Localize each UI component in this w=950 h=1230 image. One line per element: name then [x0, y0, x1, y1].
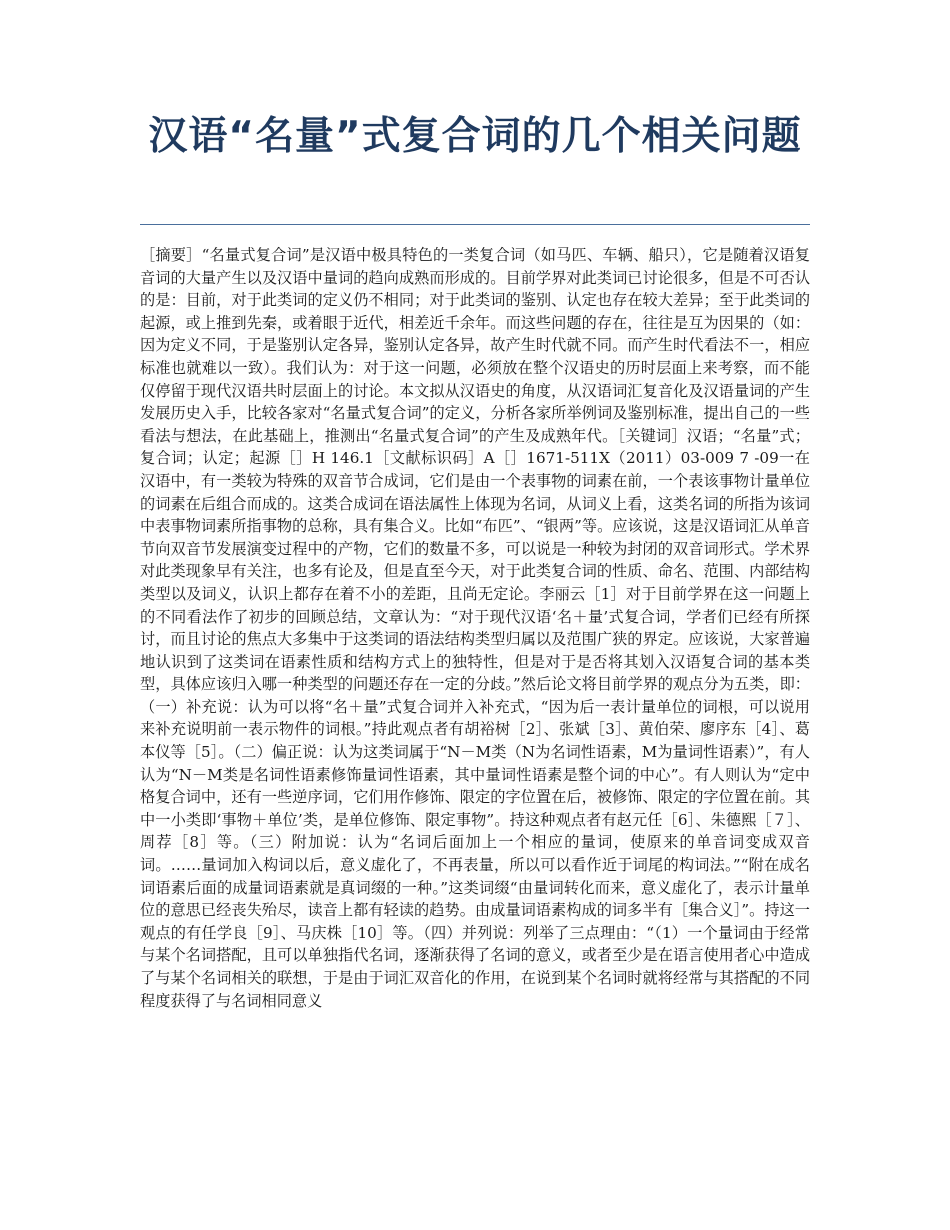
- document-body: ［摘要］“名量式复合词”是汉语中极具特色的一类复合词（如马匹、车辆、船只），它是随着汉语复音词的大量产生以及汉语中量词的趋向成熟而形成的。目前学界对此类词已讨论很多，但是不可否认的是：目前，对于此类词的定义仍不相同；对于此类词的鉴别、认定也存在较大差异；至于此类词的起源，或上推到先秦，或着眼于近代，相差近千余年。而这些问题的存在，往往是互为因果的（如：因为定义不同，于是鉴别认定各异，鉴别认定各异，故产生时代就不同。而产生时代看法不一，相应标准也就难以一致）。我们认为：对于这一问题，必须放在整个汉语史的历时层面上来考察，而不能仅停留于现代汉语共时层面上的讨论。本文拟从汉语史的角度，从汉语词汇复音化及汉语量词的产生发展历史入手，比较各家对“名量式复合词”的定义，分析各家所举例词及鉴别标准，提出自己的一些看法与想法，在此基础上，推测出“名量式复合词”的产生及成熟年代。［关键词］汉语；“名量”式；复合词；认定；起源［］H 146.1［文献标识码］A［］1671-511X（2011）03-009 7 -09一在汉语中，有一类较为特殊的双音节合成词，它们是由一个表事物的词素在前，一个表该事物计量单位的词素在后组合而成的。这类合成词在语法属性上体现为名词，从词义上看，这类名词的所指为该词中表事物词素所指事物的总称，具有集合义。比如“布匹”、“银两”等。应该说，这是汉语词汇从单音节向双音节发展演变过程中的产物，它们的数量不多，可以说是一种较为封闭的双音词形式。学术界对此类现象早有关注，也多有论及，但是直至今天，对于此类复合词的性质、命名、范围、内部结构类型以及词义，认识上都存在着不小的差距，且尚无定论。李丽云［1］对于目前学界在这一问题上的不同看法作了初步的回顾总结，文章认为：“对于现代汉语‘名＋量’式复合词，学者们已经有所探讨，而且讨论的焦点大多集中于这类词的语法结构类型归属以及范围广狭的界定。应该说，大家普遍地认识到了这类词在语素性质和结构方式上的独特性，但是对于是否将其划入汉语复合词的基本类型，具体应该归入哪一种类型的问题还存在一定的分歧。”然后论文将目前学界的观点分为五类，即：（一）补充说：认为可以将“名＋量”式复合词并入补充式，“因为后一表计量单位的词根，可以说用来补充说明前一表示物件的词根。”持此观点者有胡裕树［2］、张斌［3］、黄伯荣、廖序东［4］、葛本仪等［5］。（二）偏正说：认为这类词属于“N－M类（N为名词性语素，M为量词性语素）”，有人认为“N－M类是名词性语素修饰量词性语素，其中量词性语素是整个词的中心”。有人则认为“定中格复合词中，还有一些逆序词，它们用作修饰、限定的字位置在后，被修饰、限定的字位置在前。其中一小类即‘事物＋单位’类，是单位修饰、限定事物”。持这种观点者有赵元任［6］、朱德熙［７］、周荐［8］等。（三）附加说：认为“名词后面加上一个相应的量词，使原来的单音词变成双音词。……量词加入构词以后，意义虚化了，不再表量，所以可以看作近于词尾的构词法。”“附在成名词语素后面的成量词语素就是真词缀的一种。”这类词缀“由量词转化而来，意义虚化了，表示计量单位的意思已经丧失殆尽，读音上都有轻读的趋势。由成量词语素构成的词多半有［集合义］”。持这一观点的有任学良［9］、马庆株［10］等。（四）并列说：列举了三点理由：“（1）一个量词由于经常与某个名词搭配，且可以单独指代名词，逐渐获得了名词的意义，或者至少是在语言使用者心中造成了与某个名词相关的联想，于是由于词汇双音化的作用，在说到某个名词时就将经常与其搭配的不同程度获得了与名词相同意义: [140, 246, 810, 1010]
- document-title: 汉语“名量”式复合词的几个相关问题: [148, 114, 802, 159]
- title-divider: [140, 224, 810, 225]
